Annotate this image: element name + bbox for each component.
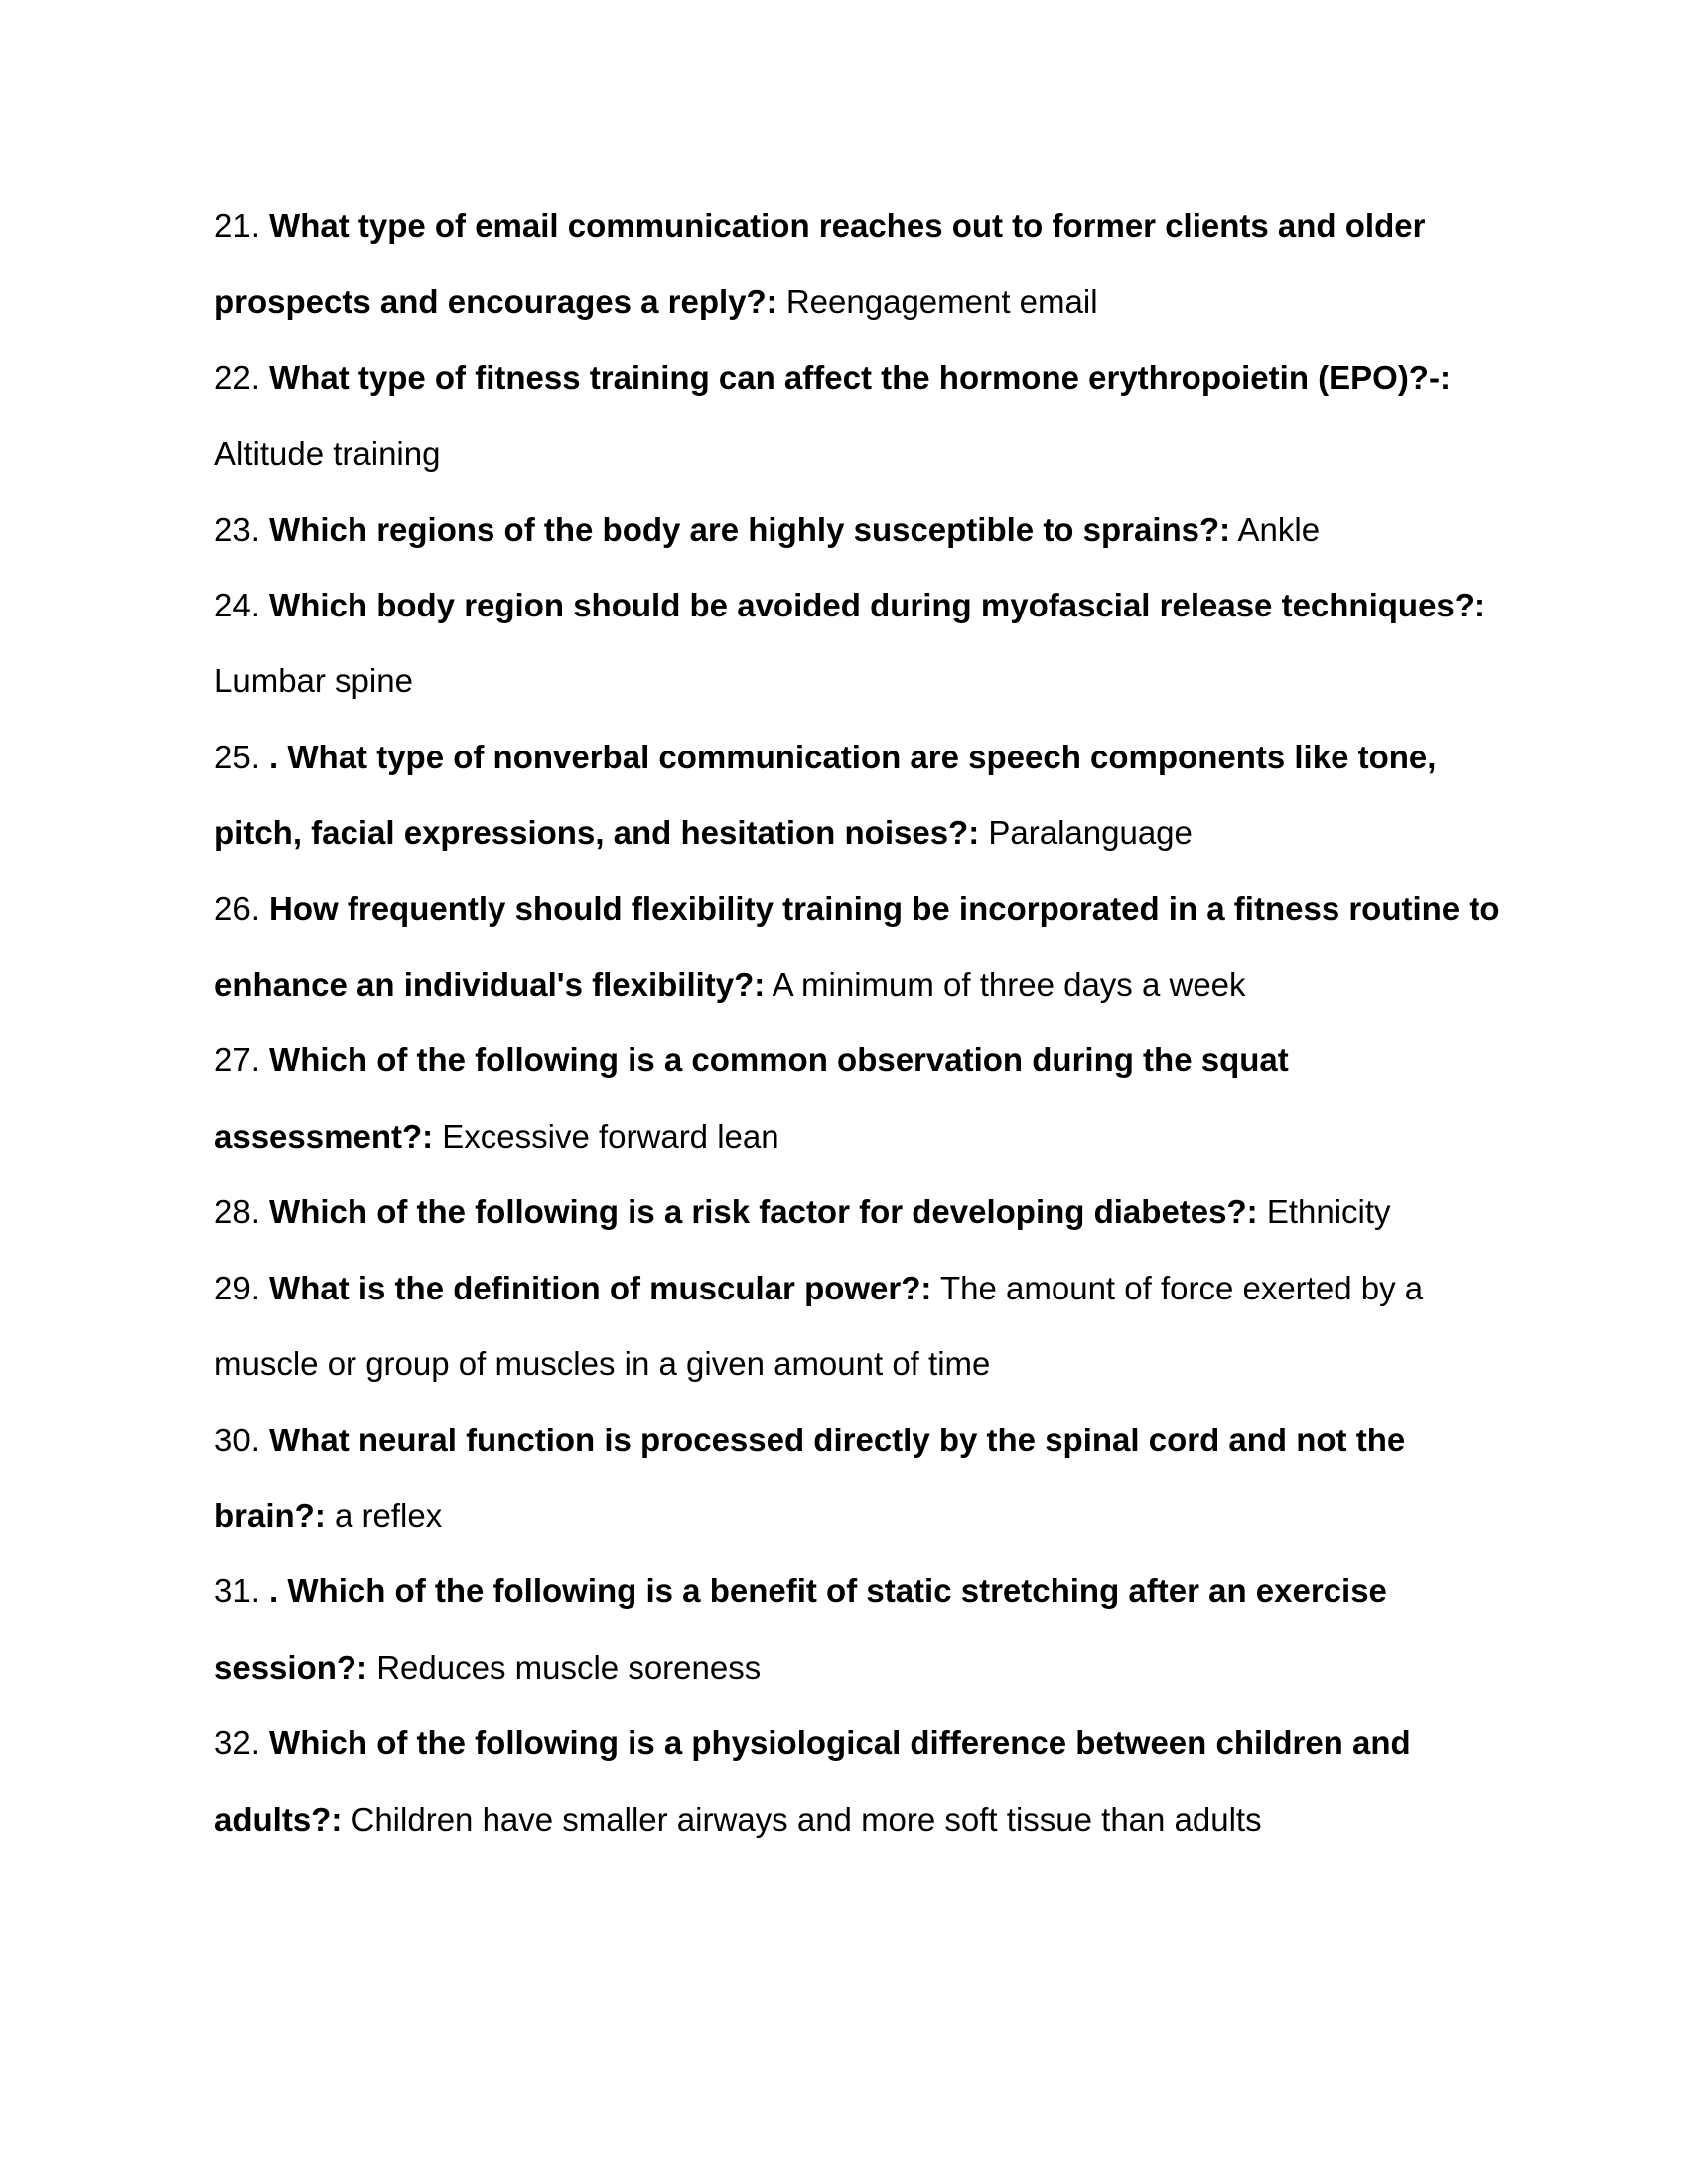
question-text: Which of the following is a physiological difference between children and adults?: (214, 1724, 1411, 1838)
item-number: 23. (214, 510, 260, 548)
answer-text: Ankle (1237, 510, 1321, 548)
qa-document (214, 189, 1505, 1857)
question-text: What type of fitness training can affect the hormone erythropoietin (EPO)?-: (269, 358, 1451, 396)
answer-text: Ethnicity (1266, 1193, 1391, 1231)
answer-text: Paralanguage (988, 814, 1193, 852)
question-text: Which of the following is a common observation during the squat assessment?: (214, 1041, 1289, 1155)
item-number: 26. (214, 889, 260, 927)
item-number: 29. (214, 1269, 260, 1306)
question-text: What neural function is processed directly by the spinal cord and not the brain?: (214, 1421, 1406, 1534)
answer-text: a reflex (335, 1496, 443, 1534)
qa-item-30 (214, 1403, 1505, 1555)
answer-text: Lumbar spine (214, 662, 413, 700)
answer-text: The amount of force exerted by a muscle or group of muscles in a given amount of time (214, 1269, 1424, 1383)
qa-item-32 (214, 1706, 1505, 1857)
item-number: 22. (214, 358, 260, 396)
answer-text: A minimum of three days a week (772, 966, 1246, 1004)
qa-item-28 (214, 1174, 1505, 1250)
qa-item-21 (214, 189, 1505, 341)
question-text: . Which of the following is a benefit of static stretching after an exercise session?: (214, 1572, 1387, 1686)
answer-text: Altitude training (214, 435, 441, 473)
question-text: . What type of nonverbal communication are speech components like tone, pitch, facial expressions, and hesitation noises?: (214, 738, 1437, 852)
question-text: What is the definition of muscular power?: (269, 1269, 932, 1306)
question-text: Which regions of the body are highly susceptible to sprains?: (269, 510, 1231, 548)
item-number: 31. (214, 1572, 260, 1610)
qa-item-25 (214, 720, 1505, 872)
question-text: Which of the following is a risk factor for developing diabetes?: (269, 1193, 1258, 1231)
answer-text: Reengagement email (785, 283, 1098, 321)
qa-item-22 (214, 341, 1505, 492)
question-text: How frequently should flexibility training be incorporated in a fitness routine to enhance an individual's flexibility?: (214, 889, 1500, 1004)
question-text: What type of email communication reaches out to former clients and older prospects and encourages a reply?: (214, 207, 1426, 321)
item-number: 28. (214, 1193, 260, 1231)
question-text: Which body region should be avoided during myofascial release techniques?: (269, 587, 1485, 624)
item-number: 25. (214, 738, 260, 775)
qa-item-27 (214, 1023, 1505, 1174)
item-number: 27. (214, 1041, 260, 1079)
answer-text: Excessive forward lean (442, 1117, 779, 1155)
item-number: 21. (214, 207, 260, 244)
item-number: 32. (214, 1724, 260, 1762)
qa-item-23 (214, 492, 1505, 568)
qa-item-24 (214, 568, 1505, 720)
answer-text: Reduces muscle soreness (376, 1648, 762, 1686)
qa-item-31 (214, 1554, 1505, 1706)
item-number: 24. (214, 587, 260, 624)
item-number: 30. (214, 1421, 260, 1458)
answer-text: Children have smaller airways and more soft tissue than adults (351, 1800, 1262, 1838)
qa-item-26 (214, 872, 1505, 1024)
qa-item-29 (214, 1251, 1505, 1403)
